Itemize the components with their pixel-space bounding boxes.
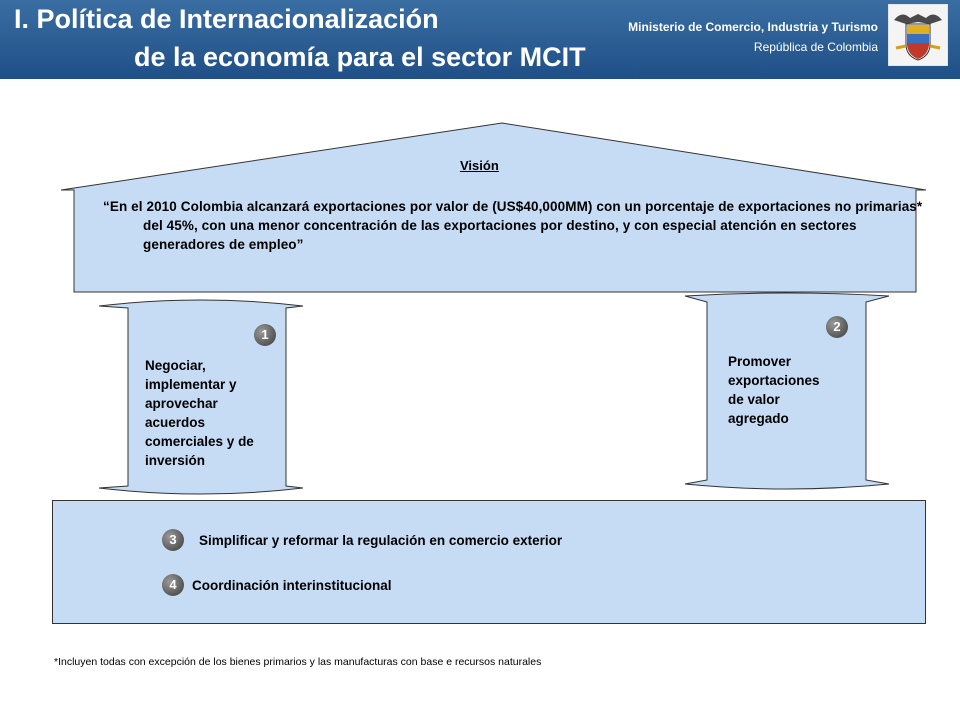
pillar-1-line: acuerdos [145,415,206,430]
pillar-1-text [145,356,285,470]
item-3-number-badge: 3 [162,529,184,551]
header-banner [0,0,960,79]
pillar-1-number-badge: 1 [254,324,276,346]
pillar-1-line: inversión [145,453,206,468]
pillar-1-line: aprovechar [145,396,218,411]
vision-statement: “En el 2010 Colombia alcanzará exportaciones por valor de (US$40,000MM) con un porcentaje de exportaciones no primarias* del 45%, con una menor concentración de las exportaciones por destino, y con especial atención en sectores generadores de empleo” [103,199,923,252]
foundation-base [52,500,926,624]
pillar-2-line: agregado [728,411,789,426]
pillar-1-line: Negociar, [145,358,206,373]
page-title-line1: I. Política de Internacionalización [14,4,439,34]
pillar-2-line: de valor [728,392,780,407]
pillar-2-text [728,352,858,428]
page-title-line2: de la economía para el sector MCIT [134,42,586,72]
coat-of-arms-icon [888,4,948,66]
pillar-2-number-badge: 2 [826,316,848,338]
item-4-number-badge: 4 [162,574,184,596]
item-3-label: Simplificar y reformar la regulación en comercio exterior [199,533,563,548]
item-4-label: Coordinación interinstitucional [192,578,392,593]
pillar-1-line: implementar y [145,377,237,392]
pillar-2-line: exportaciones [728,373,820,388]
footnote: *Incluyen todas con excepción de los bienes primarios y las manufacturas con base e recursos naturales [54,656,542,668]
vision-title: Visión [460,158,499,173]
ministry-name: Ministerio de Comercio, Industria y Turismo [628,20,878,34]
republic-name: República de Colombia [753,40,878,54]
pillar-1-line: comerciales y de [145,434,254,449]
pillar-2-line: Promover [728,354,792,369]
